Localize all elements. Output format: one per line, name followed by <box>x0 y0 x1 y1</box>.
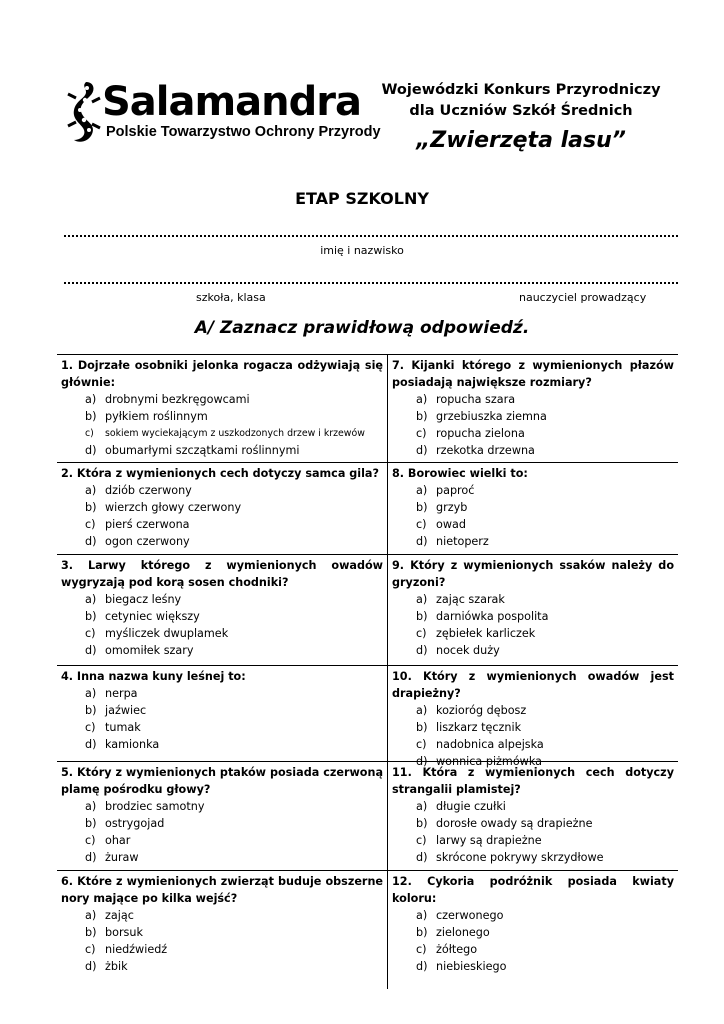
question-row <box>57 354 678 462</box>
section-title: A/ Zaznacz prawidłową odpowiedź. <box>194 318 530 338</box>
question-text: 5. Który z wymienionych ptaków posiada czerwoną plamę pośrodku głowy? <box>61 766 383 796</box>
question-text: 10. Który z wymienionych owadów jest drapieżny? <box>392 670 674 700</box>
question-cell <box>57 666 387 761</box>
answer-option[interactable] <box>416 941 674 958</box>
option-text: nerpa <box>105 687 138 700</box>
question-row <box>57 554 678 665</box>
option-letter: d) <box>85 738 97 751</box>
option-letter: d) <box>85 535 97 548</box>
stage-title: ETAP SZKOLNY <box>295 189 429 208</box>
question-text: 6. Które z wymienionych zwierząt buduje obszerne nory mające po kilka wejść? <box>61 875 383 905</box>
option-letter: b) <box>85 926 97 939</box>
option-text: zając szarak <box>436 593 505 606</box>
option-text: ropucha szara <box>436 393 516 406</box>
contest-title: „Zwierzęta lasu” <box>416 128 626 153</box>
question-row <box>57 462 678 554</box>
option-text: czerwonego <box>436 909 504 922</box>
option-text: paproć <box>436 484 475 497</box>
question-text: 9. Który z wymienionych ssaków należy do gryzoni? <box>392 559 674 589</box>
option-letter: b) <box>85 501 97 514</box>
option-text: larwy są drapieżne <box>436 834 542 847</box>
answer-option[interactable] <box>85 719 383 736</box>
answer-option[interactable] <box>416 958 674 975</box>
answer-option[interactable] <box>416 499 674 516</box>
questions-table <box>57 354 678 989</box>
option-text: nocek duży <box>436 644 500 657</box>
answer-option[interactable] <box>416 849 674 866</box>
option-letter: b) <box>416 817 428 830</box>
option-letter: d) <box>416 644 428 657</box>
option-text: skrócone pokrywy skrzydłowe <box>436 851 604 864</box>
answer-option[interactable] <box>85 958 383 975</box>
option-text: cetyniec większy <box>105 610 200 623</box>
option-letter: a) <box>416 393 428 406</box>
option-letter: b) <box>416 721 428 734</box>
question-text: 4. Inna nazwa kuny leśnej to: <box>61 670 246 683</box>
answer-options <box>61 685 383 753</box>
option-text: biegacz leśny <box>105 593 182 606</box>
answer-option[interactable] <box>85 425 383 442</box>
option-letter: a) <box>85 800 97 813</box>
option-text: owad <box>436 518 466 531</box>
option-letter: d) <box>416 960 428 973</box>
question-cell <box>57 355 387 462</box>
question-cell <box>387 555 678 665</box>
question-row <box>57 665 678 768</box>
option-letter: a) <box>85 484 97 497</box>
contest-heading <box>380 80 662 156</box>
option-letter: a) <box>416 704 428 717</box>
question-cell <box>57 463 387 554</box>
option-letter: a) <box>416 484 428 497</box>
option-text: rzekotka drzewna <box>436 444 535 457</box>
answer-option[interactable] <box>416 625 674 642</box>
option-letter: a) <box>416 909 428 922</box>
answer-option[interactable] <box>85 941 383 958</box>
answer-options <box>61 798 383 866</box>
answer-option[interactable] <box>416 482 674 499</box>
answer-options <box>392 907 674 975</box>
answer-option[interactable] <box>416 608 674 625</box>
option-letter: c) <box>416 943 427 956</box>
option-letter: c) <box>85 943 96 956</box>
question-text: 11. Która z wymienionych cech dotyczy strangalii plamistej? <box>392 766 674 796</box>
option-letter: d) <box>416 444 428 457</box>
option-letter: c) <box>416 427 427 440</box>
answer-option[interactable] <box>416 815 674 832</box>
option-text: nadobnica alpejska <box>436 738 544 751</box>
option-text: niebieskiego <box>436 960 507 973</box>
answer-option[interactable] <box>85 442 383 459</box>
contest-line2: dla Uczniów Szkół Średnich <box>409 103 633 119</box>
answer-option[interactable] <box>85 702 383 719</box>
contest-line1: Wojewódzki Konkurs Przyrodniczy <box>381 82 661 98</box>
answer-option[interactable] <box>416 719 674 736</box>
answer-option[interactable] <box>416 832 674 849</box>
answer-option[interactable] <box>85 815 383 832</box>
answer-option[interactable] <box>416 533 674 550</box>
option-letter: a) <box>85 687 97 700</box>
option-text: jaźwiec <box>105 704 147 717</box>
answer-options <box>61 482 383 550</box>
answer-option[interactable] <box>85 832 383 849</box>
answer-option[interactable] <box>85 482 383 499</box>
question-cell <box>387 762 678 870</box>
option-text: obumarłymi szczątkami roślinnymi <box>105 444 300 457</box>
answer-option[interactable] <box>85 685 383 702</box>
answer-options <box>61 391 383 459</box>
answer-option[interactable] <box>416 408 674 425</box>
option-letter: a) <box>85 593 97 606</box>
option-text: kamionka <box>105 738 160 751</box>
answer-option[interactable] <box>85 408 383 425</box>
option-text: dziób czerwony <box>105 484 192 497</box>
option-letter: d) <box>85 851 97 864</box>
salamandra-logo <box>66 78 381 148</box>
answer-option[interactable] <box>416 391 674 408</box>
option-text: ogon czerwony <box>105 535 190 548</box>
option-text: borsuk <box>105 926 143 939</box>
answer-option[interactable] <box>85 391 383 408</box>
answer-option[interactable] <box>85 849 383 866</box>
answer-option[interactable] <box>85 736 383 753</box>
option-letter: b) <box>85 817 97 830</box>
option-letter: b) <box>85 610 97 623</box>
answer-option[interactable] <box>416 702 674 719</box>
answer-options <box>392 702 674 770</box>
answer-option[interactable] <box>85 798 383 815</box>
option-letter: b) <box>85 704 97 717</box>
answer-option[interactable] <box>85 608 383 625</box>
option-text: darniówka pospolita <box>436 610 549 623</box>
option-text: zielonego <box>436 926 490 939</box>
option-letter: d) <box>85 644 97 657</box>
option-letter: b) <box>416 610 428 623</box>
question-cell <box>387 871 678 989</box>
option-letter: c) <box>85 721 96 734</box>
option-letter: c) <box>85 518 96 531</box>
option-letter: c) <box>85 834 96 847</box>
answer-option[interactable] <box>416 516 674 533</box>
option-text: długie czułki <box>436 800 506 813</box>
option-letter: c) <box>416 518 427 531</box>
question-cell <box>57 871 387 989</box>
question-text: 3. Larwy którego z wymienionych owadów wygryzają pod korą sosen chodniki? <box>61 559 383 589</box>
option-letter: b) <box>416 410 428 423</box>
question-cell <box>387 355 678 462</box>
answer-options <box>61 907 383 975</box>
question-row <box>57 870 678 989</box>
option-letter: d) <box>85 444 97 457</box>
option-letter: d) <box>416 535 428 548</box>
answer-option[interactable] <box>416 642 674 659</box>
option-text: żbik <box>105 960 128 973</box>
option-letter: c) <box>416 627 427 640</box>
answer-options <box>392 391 674 459</box>
option-text: niedźwiedź <box>105 943 168 956</box>
option-text: ropucha zielona <box>436 427 525 440</box>
option-text: grzyb <box>436 501 468 514</box>
option-letter: a) <box>85 909 97 922</box>
answer-option[interactable] <box>416 798 674 815</box>
question-cell <box>57 555 387 665</box>
logo-name: Salamandra <box>102 79 362 125</box>
question-row <box>57 761 678 870</box>
option-letter: b) <box>416 501 428 514</box>
school-label: szkoła, klasa <box>196 291 266 304</box>
option-text: tumak <box>105 721 141 734</box>
option-text: omomiłek szary <box>105 644 194 657</box>
question-cell <box>387 666 678 768</box>
option-text: pierś czerwona <box>105 518 190 531</box>
option-letter: b) <box>416 926 428 939</box>
option-text: liszkarz tęcznik <box>436 721 522 734</box>
option-letter: a) <box>85 393 97 406</box>
option-text: grzebiuszka ziemna <box>436 410 547 423</box>
option-text: nietoperz <box>436 535 489 548</box>
answer-option[interactable] <box>85 516 383 533</box>
option-letter: c) <box>416 738 427 751</box>
option-text: pyłkiem roślinnym <box>105 410 208 423</box>
option-text: ohar <box>105 834 131 847</box>
option-letter: b) <box>85 410 97 423</box>
option-letter: a) <box>416 800 428 813</box>
option-text: ostrygojad <box>105 817 165 830</box>
option-letter: d) <box>416 851 428 864</box>
answer-option[interactable] <box>85 591 383 608</box>
option-text: żółtego <box>436 943 478 956</box>
answer-option[interactable] <box>85 499 383 516</box>
answer-option[interactable] <box>416 736 674 753</box>
option-text: żuraw <box>105 851 139 864</box>
teacher-label: nauczyciel prowadzący <box>519 291 647 304</box>
school-line[interactable] <box>64 280 678 284</box>
answer-option[interactable] <box>416 924 674 941</box>
name-label: imię i nazwisko <box>320 244 404 257</box>
answer-option[interactable] <box>85 625 383 642</box>
answer-option[interactable] <box>416 907 674 924</box>
question-text: 12. Cykoria podróżnik posiada kwiaty koloru: <box>392 875 674 905</box>
answer-option[interactable] <box>85 907 383 924</box>
option-letter: d) <box>416 755 428 768</box>
question-text: 1. Dojrzałe osobniki jelonka rogacza odżywiają się głównie: <box>61 359 383 389</box>
header <box>0 0 724 180</box>
answer-options <box>392 798 674 866</box>
question-text: 7. Kijanki którego z wymienionych płazów posiadają największe rozmiary? <box>392 359 674 389</box>
option-letter: a) <box>416 593 428 606</box>
answer-option[interactable] <box>85 533 383 550</box>
name-line[interactable] <box>64 233 678 237</box>
salamander-icon <box>66 78 106 148</box>
answer-options <box>392 591 674 659</box>
option-text: drobnymi bezkręgowcami <box>105 393 250 406</box>
option-text: kozioróg dębosz <box>436 704 527 717</box>
question-cell <box>387 463 678 554</box>
question-cell <box>57 762 387 870</box>
option-text: wonnica piżmówka <box>436 755 542 768</box>
option-text: myśliczek dwuplamek <box>105 627 229 640</box>
question-text: 2. Która z wymienionych cech dotyczy samca gila? <box>61 467 379 480</box>
option-text: wierzch głowy czerwony <box>105 501 242 514</box>
question-text: 8. Borowiec wielki to: <box>392 467 528 480</box>
answer-options <box>61 591 383 659</box>
option-text: brodziec samotny <box>105 800 205 813</box>
answer-option[interactable] <box>416 442 674 459</box>
option-text: zębiełek karliczek <box>436 627 536 640</box>
option-letter: d) <box>85 960 97 973</box>
option-letter: c) <box>85 428 94 439</box>
answer-option[interactable] <box>416 591 674 608</box>
option-text: zając <box>105 909 134 922</box>
answer-option[interactable] <box>85 642 383 659</box>
option-letter: c) <box>416 834 427 847</box>
answer-option[interactable] <box>85 924 383 941</box>
answer-option[interactable] <box>416 425 674 442</box>
option-text: dorosłe owady są drapieżne <box>436 817 593 830</box>
answer-options <box>392 482 674 550</box>
logo-subtitle: Polskie Towarzystwo Ochrony Przyrody <box>106 124 381 140</box>
option-text: sokiem wyciekającym z uszkodzonych drzew i krzewów <box>105 428 365 439</box>
option-letter: c) <box>85 627 96 640</box>
